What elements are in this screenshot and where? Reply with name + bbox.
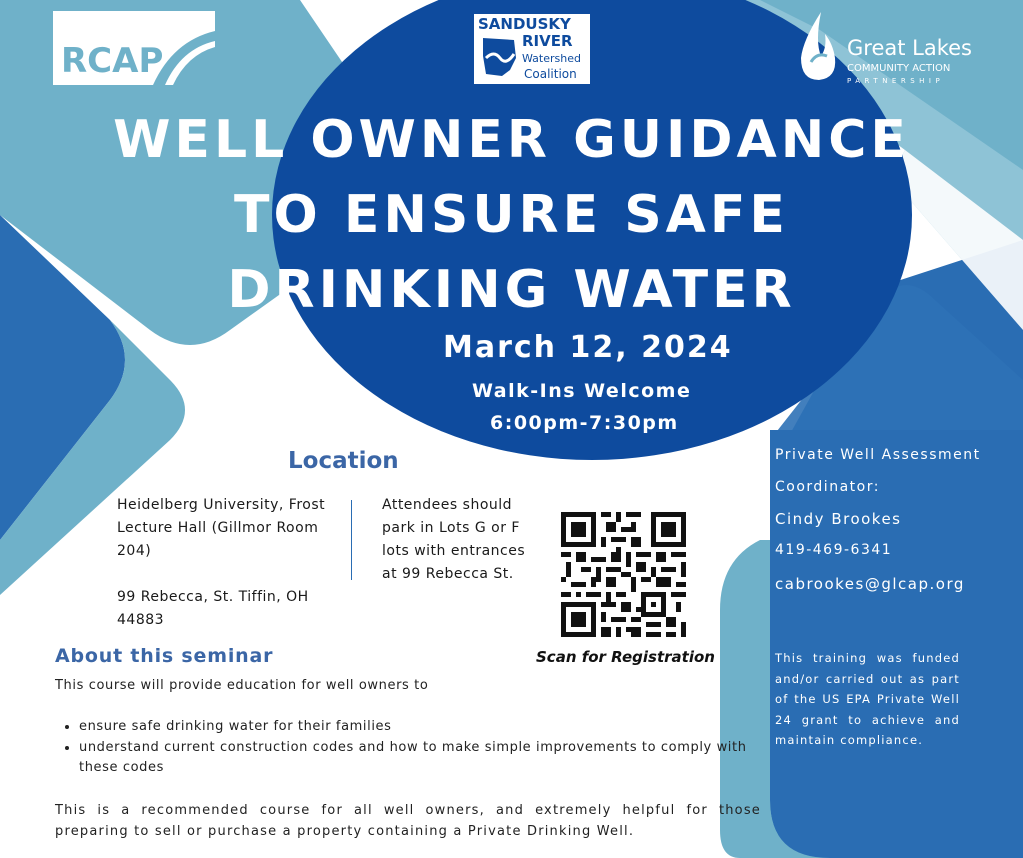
location-address: 99 Rebecca, St. Tiffin, OH 44883 bbox=[117, 589, 309, 628]
qr-code-icon[interactable] bbox=[561, 512, 686, 637]
location-venue: Heidelberg University, Frost Lecture Hall (Gillmor Room 204) bbox=[117, 497, 326, 559]
flame-drop-icon bbox=[797, 12, 839, 82]
about-bullet-1: • ensure safe drinking water for their families bbox=[79, 717, 765, 738]
rcap-logo-text: RCAP bbox=[61, 41, 164, 81]
location-parking: Attendees should park in Lots G or F lots with entrances at 99 Rebecca St. bbox=[382, 497, 526, 582]
about-bullet-list bbox=[55, 717, 765, 779]
glcap-line2: COMMUNITY ACTION bbox=[847, 63, 951, 74]
event-date: March 12, 2024 bbox=[443, 330, 733, 365]
sandusky-line2: RIVER bbox=[522, 32, 573, 50]
about-heading: About this seminar bbox=[55, 645, 274, 667]
qr-caption: Scan for Registration bbox=[536, 648, 715, 666]
funding-note: This training was funded and/or carried out as part of the US EPA Private Well 24 grant to achieve and maintain compliance. bbox=[775, 651, 960, 748]
title-line-2: TO ENSURE SAFE bbox=[234, 185, 789, 245]
glcap-logo bbox=[797, 12, 997, 87]
contact-role-line1: Private Well Assessment bbox=[775, 447, 981, 463]
title-line-1: WELL OWNER GUIDANCE bbox=[113, 110, 910, 170]
event-time: 6:00pm-7:30pm bbox=[490, 412, 679, 434]
contact-email[interactable]: cabrookes@glcap.org bbox=[775, 575, 965, 593]
glcap-line1: Great Lakes bbox=[847, 36, 972, 60]
glcap-line3: PARTNERSHIP bbox=[847, 77, 945, 85]
contact-phone: 419-469-6341 bbox=[775, 542, 893, 558]
about-bullets bbox=[55, 717, 765, 779]
about-bullet-2: • understand current construction codes and how to make simple improvements to comply with these codes bbox=[79, 738, 765, 779]
rcap-logo bbox=[53, 11, 215, 85]
contact-name: Cindy Brookes bbox=[775, 510, 902, 528]
event-walkins: Walk-Ins Welcome bbox=[472, 380, 692, 402]
sandusky-line3: Watershed bbox=[522, 52, 581, 65]
sandusky-line4: Coalition bbox=[524, 67, 577, 81]
title-line-3: DRINKING WATER bbox=[227, 260, 796, 320]
ohio-map-icon bbox=[480, 36, 520, 78]
location-heading: Location bbox=[288, 448, 399, 474]
contact-role-line2: Coordinator: bbox=[775, 479, 880, 495]
about-closing: This is a recommended course for all well owners, and extremely helpful for those preparing to sell or purchase a property containing a Private Drinking Well. bbox=[55, 803, 761, 839]
about-intro: This course will provide education for well owners to bbox=[55, 678, 429, 693]
location-divider bbox=[351, 500, 352, 580]
sandusky-line1: SANDUSKY bbox=[478, 15, 571, 33]
sandusky-logo bbox=[472, 12, 592, 86]
